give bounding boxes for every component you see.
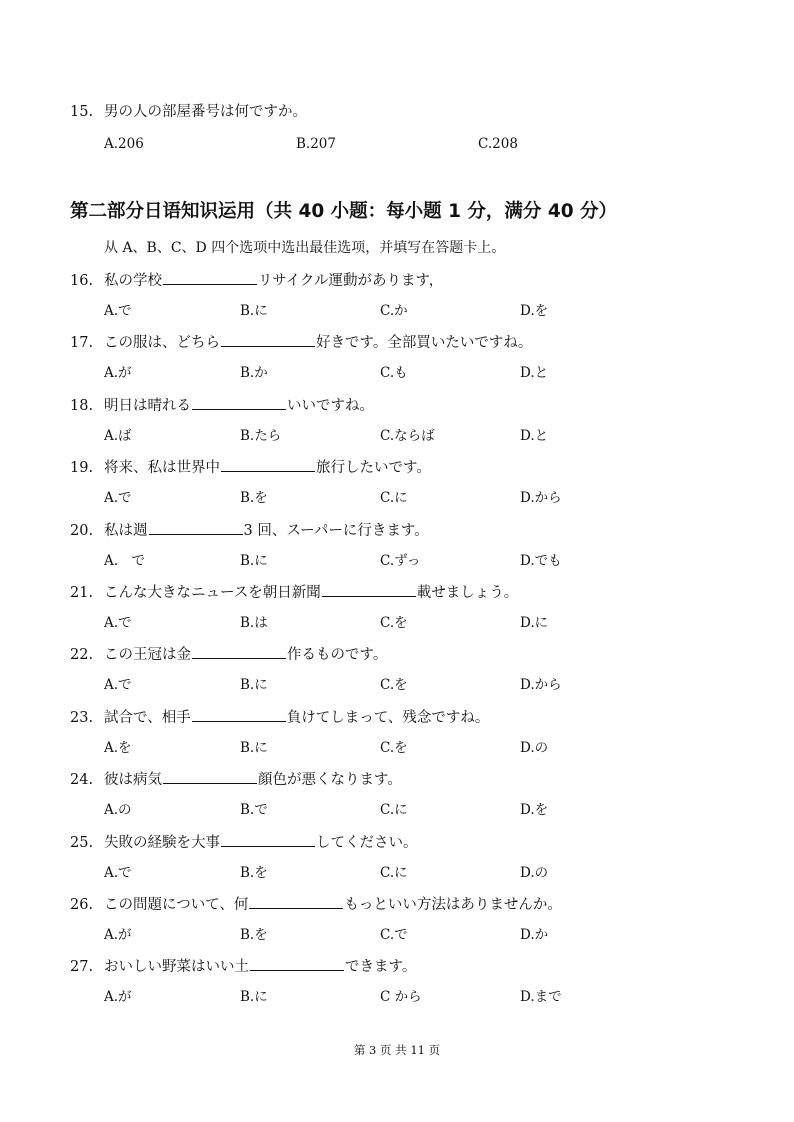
option-c: C.に	[380, 802, 408, 819]
option-c: C.ずっ	[380, 552, 421, 569]
option-c: C.を	[380, 677, 408, 694]
option-b: B.たら	[240, 427, 282, 444]
question-row	[70, 582, 518, 602]
option-d: D.の	[520, 739, 549, 756]
question-row	[70, 894, 562, 914]
question-number: 24.	[70, 772, 94, 789]
option-d: D.と	[520, 365, 549, 382]
question-text-before: この服は、どちら	[104, 335, 220, 352]
option-c: C.208	[478, 136, 518, 152]
question-number: 16.	[70, 273, 94, 289]
question-text-after: 好きです。全部買いたいですね。	[316, 335, 533, 352]
question-text-before: おいしい野菜はいい土	[104, 959, 249, 976]
option-d: D.まで	[520, 989, 562, 1006]
question-text-after: リサイクル運動があります，	[258, 273, 444, 289]
answer-blank	[163, 769, 257, 784]
option-d: D.の	[520, 864, 549, 881]
option-c: C から	[380, 989, 422, 1006]
option-a: A.で	[104, 303, 132, 319]
question-text-after: もっといい方法はありませんか。	[344, 897, 562, 913]
answer-blank	[221, 332, 315, 347]
question-row	[70, 395, 374, 415]
question-row	[70, 644, 387, 664]
option-b: B.に	[240, 303, 268, 319]
question-number: 19.	[70, 460, 94, 477]
option-d: D.に	[520, 615, 549, 631]
answer-blank	[221, 832, 315, 847]
answer-blank	[163, 270, 257, 285]
question-text-before: 私の学校	[104, 273, 162, 289]
question-text-after: 顔色が悪くなります。	[258, 772, 402, 789]
question-text-before: この王冠は金	[104, 647, 191, 664]
question-text-before: こんな大きなニュースを朝日新聞	[104, 585, 321, 601]
option-a: A.で	[104, 864, 132, 881]
answer-blank	[322, 582, 416, 597]
question-number: 15.	[70, 104, 94, 120]
option-c: C.に	[380, 490, 408, 507]
question-number: 21.	[70, 585, 94, 601]
question-row	[70, 707, 489, 727]
question-text-before: 彼は病気	[104, 772, 162, 789]
option-a: A.が	[104, 989, 132, 1006]
option-c: C.を	[380, 615, 408, 631]
option-d: D.でも	[520, 552, 562, 569]
question-row	[70, 520, 429, 540]
option-d: D.を	[520, 303, 549, 319]
question-number: 17.	[70, 335, 94, 352]
question-row	[70, 769, 402, 789]
option-b: B.は	[240, 615, 268, 631]
question-text-after: いいですね。	[287, 397, 374, 414]
question-text-before: この問題について、何	[104, 897, 249, 913]
option-b: B.に	[240, 552, 268, 569]
question-number: 18.	[70, 397, 94, 414]
question-number: 22.	[70, 647, 94, 664]
question-text-after: 旅行したいです。	[316, 460, 431, 477]
option-d: D.を	[520, 802, 549, 819]
answer-blank	[250, 956, 344, 971]
option-b: B.に	[240, 677, 268, 694]
option-a: A.206	[104, 136, 144, 152]
option-c: C.に	[380, 864, 408, 881]
question-text-after: 載せましょう。	[416, 585, 519, 601]
option-c: C.ならば	[380, 427, 435, 444]
question-text-after: できます。	[345, 959, 417, 976]
question-number: 26.	[70, 897, 94, 913]
option-b: B.に	[240, 739, 268, 756]
question-row	[70, 270, 443, 290]
question-15	[70, 102, 307, 122]
answer-blank	[192, 707, 286, 722]
option-a: A.が	[104, 365, 132, 382]
option-c: C.で	[380, 927, 408, 943]
question-row	[70, 332, 532, 352]
answer-blank	[192, 644, 286, 659]
question-text-before: 明日は晴れる	[104, 397, 191, 414]
option-b: B.か	[240, 365, 268, 382]
question-number: 23.	[70, 709, 94, 726]
option-b: B.を	[240, 927, 268, 943]
question-text-before: 将来、私は世界中	[104, 460, 220, 477]
option-c: C.か	[380, 303, 408, 319]
option-b: B.に	[240, 989, 268, 1006]
option-a: A.の	[104, 802, 132, 819]
option-d: D.と	[520, 427, 549, 444]
option-a: A.で	[104, 490, 132, 507]
option-d: D.から	[520, 677, 562, 694]
option-a: A.で	[104, 615, 132, 631]
option-a: A.ば	[104, 427, 132, 444]
option-a: A. で	[104, 552, 146, 569]
answer-blank	[149, 520, 243, 535]
option-c: C.を	[380, 739, 408, 756]
question-text-before: 試合で、相手	[104, 709, 191, 726]
question-row	[70, 832, 418, 852]
option-b: B.207	[296, 136, 336, 152]
question-row	[70, 956, 416, 976]
question-number: 25.	[70, 834, 94, 851]
question-text-after: 負けてしまって、残念ですね。	[286, 709, 490, 726]
answer-blank	[221, 457, 315, 472]
option-a: A.が	[104, 927, 132, 943]
option-b: B.を	[240, 864, 268, 881]
section-instruction: 从 A、B、C、D 四个选项中选出最佳选项，并填写在答题卡上。	[104, 240, 506, 256]
question-number: 27.	[70, 959, 94, 976]
section-title: 第二部分日语知识运用（共 40 小题：每小题 1 分，满分 40 分）	[70, 201, 618, 222]
option-a: A.を	[104, 739, 132, 756]
option-c: C.も	[380, 365, 408, 382]
question-number: 20.	[70, 522, 94, 539]
option-d: D.か	[520, 927, 549, 943]
question-row	[70, 457, 431, 477]
option-b: B.で	[240, 802, 268, 819]
question-text-after: してください。	[316, 834, 418, 851]
question-text: 男の人の部屋番号は何ですか。	[104, 104, 307, 120]
question-text-after: 3 回、スーパーに行きます。	[243, 522, 429, 539]
question-text-before: 私は週	[104, 522, 148, 539]
option-d: D.から	[520, 490, 562, 507]
page-footer: 第 3 页 共 11 页	[353, 1043, 441, 1057]
question-text-before: 失敗の経験を大事	[104, 834, 220, 851]
answer-blank	[249, 894, 343, 909]
option-a: A.で	[104, 677, 132, 694]
answer-blank	[192, 395, 286, 410]
option-b: B.を	[240, 490, 268, 507]
question-text-after: 作るものです。	[287, 647, 388, 664]
